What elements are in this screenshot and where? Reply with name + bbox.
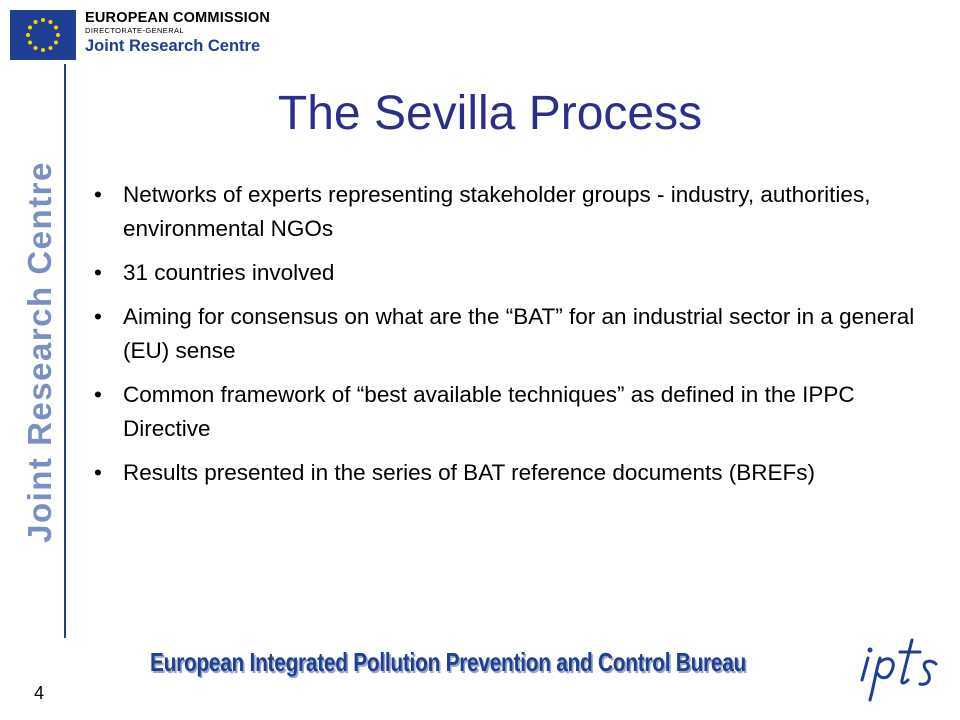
- bureau-name: European Integrated Pollution Prevention and Control Bureau: [150, 647, 747, 677]
- bullet-text: Networks of experts representing stakeholder groups - industry, authorities, environmental NGOs: [123, 182, 871, 241]
- bullet-item: [92, 178, 942, 246]
- bullet-text: 31 countries involved: [123, 260, 335, 285]
- directorate-label: DIRECTORATE-GENERAL: [85, 26, 185, 35]
- bullet-icon: •: [94, 382, 102, 407]
- bullet-list: [92, 178, 942, 500]
- bullet-item: [92, 300, 942, 368]
- bullet-item: [92, 456, 942, 490]
- bullet-text: Results presented in the series of BAT reference documents (BREFs): [123, 460, 815, 485]
- footer-bureau-banner: [150, 640, 840, 688]
- bullet-icon: •: [94, 182, 102, 207]
- org-name: EUROPEAN COMMISSION: [85, 10, 271, 26]
- page-number: 4: [34, 683, 45, 703]
- bullet-text: Aiming for consensus on what are the “BAT” for an industrial sector in a general (EU) sense: [123, 304, 915, 363]
- bullet-item: [92, 256, 942, 290]
- header-logo: [10, 8, 280, 64]
- centre-name: Joint Research Centre: [85, 37, 261, 55]
- eu-flag-icon: [10, 10, 76, 60]
- bullet-icon: •: [94, 260, 102, 285]
- bullet-icon: •: [94, 304, 102, 329]
- sidebar-vertical-text: Joint Research Centre: [21, 161, 58, 543]
- bullet-text: Common framework of “best available techniques” as defined in the IPPC Directive: [123, 382, 855, 441]
- slide-title: The Sevilla Process: [277, 87, 703, 140]
- bullet-item: [92, 378, 942, 446]
- ipts-logo: [850, 628, 950, 708]
- bullet-icon: •: [94, 460, 102, 485]
- sidebar-divider: [64, 64, 66, 638]
